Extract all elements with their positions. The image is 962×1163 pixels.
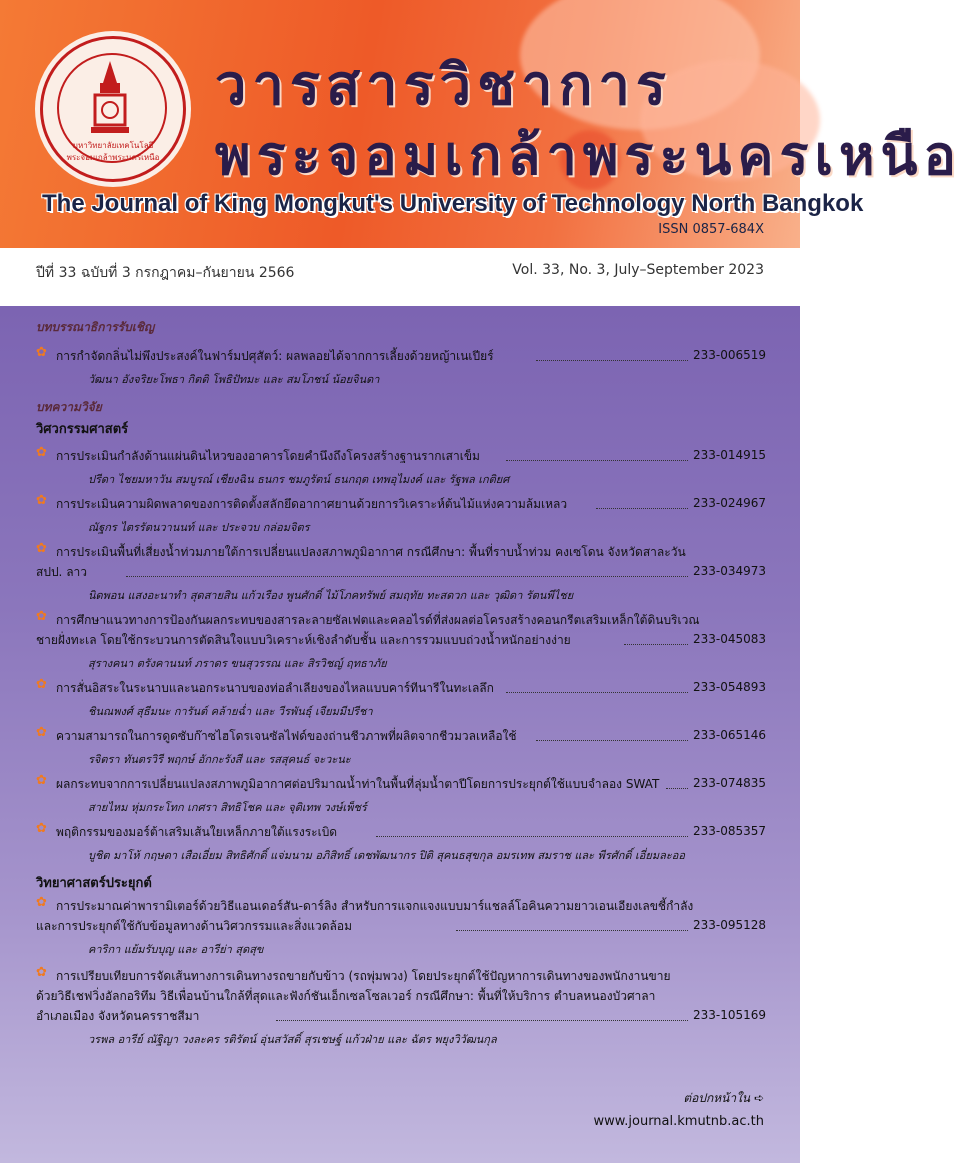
article-authors: สายไหม หุ่มกระโทก เกศรา สิทธิโชค และ จุติเทพ วงษ์เพ็ชร์ <box>88 801 367 814</box>
leader-dots <box>456 930 688 931</box>
star-icon: ✿ <box>36 541 47 556</box>
leader-dots <box>666 788 688 789</box>
article-title-cont: และการประยุกต์ใช้กับข้อมูลทางด้านวิศวกรรมและสิ่งแวดล้อม <box>36 919 352 933</box>
article-page: 233-006519 <box>692 348 766 362</box>
article-title-cont: สปป. ลาว <box>36 565 88 579</box>
article-authors: ณัฐกร ไตรรัตนวานนท์ และ ประจวบ กล่อมจิตร <box>88 521 310 534</box>
leader-dots <box>536 740 688 741</box>
leader-dots <box>536 360 688 361</box>
category-engineering: วิศวกรรมศาสตร์ <box>36 422 129 437</box>
article-page: 233-085357 <box>692 824 766 838</box>
continued-note: ต่อปกหน้าใน ➪ <box>683 1091 764 1105</box>
article-title-cont: ด้วยวิธีเชฟวิ่งอัลกอริทึม วิธีเพื่อนบ้านใกล้ที่สุดและฟังก์ชันเอ็กเซลโซลเวอร์ กรณีศึกษา: พื้นที่ให้บริการ ตำบลหนองบัวศาลา <box>36 989 656 1003</box>
category-applied-science: วิทยาศาสตร์ประยุกต์ <box>36 876 152 891</box>
article-title: การเปรียบเทียบการจัดเส้นทางการเดินทางรถขายกับข้าว (รถพุ่มพวง) โดยประยุกต์ใช้ปัญหาการเดินทางของพนักงานขาย <box>56 969 671 983</box>
star-icon: ✿ <box>36 609 47 624</box>
star-icon: ✿ <box>36 725 47 740</box>
cover-header <box>0 0 962 248</box>
article-page: 233-074835 <box>692 776 766 790</box>
leader-dots <box>376 836 688 837</box>
seal-text: พระจอมเกล้าพระนครเหนือ <box>66 153 160 162</box>
seal-text: มหาวิทยาลัยเทคโนโลยี <box>72 141 154 150</box>
article-title: การประเมินความผิดพลาดของการติดตั้งสลักยึดอากาศยานด้วยการวิเคราะห์ต้นไม้แห่งความล้มเหลว <box>56 497 568 511</box>
article-title-cont: ชายฝั่งทะเล โดยใช้กระบวนการตัดสินใจแบบวิเคราะห์เชิงลำดับชั้น และการรวมแบบถ่วงน้ำหนักอย่างง่าย <box>36 633 571 647</box>
article-page: 233-054893 <box>692 680 766 694</box>
article-title: พฤติกรรมของมอร์ต้าเสริมเส้นใยเหล็กภายใต้แรงระเบิด <box>56 825 338 839</box>
star-icon: ✿ <box>36 345 47 360</box>
article-title: การกำจัดกลิ่นไม่พึงประสงค์ในฟาร์มปศุสัตว์: ผลพลอยได้จากการเลี้ยงด้วยหญ้าเนเปียร์ <box>56 349 494 363</box>
article-page: 233-024967 <box>692 496 766 510</box>
star-icon: ✿ <box>36 445 47 460</box>
article-page: 233-095128 <box>692 918 766 932</box>
article-title-cont: อำเภอเมือง จังหวัดนครราชสีมา <box>36 1009 200 1023</box>
website-link[interactable]: www.journal.kmutnb.ac.th <box>593 1114 764 1129</box>
star-icon: ✿ <box>36 677 47 692</box>
english-title: The Journal of King Mongkut's University of Technology North Bangkok <box>42 190 864 217</box>
article-authors: วัฒนา อังจริยะโพธา กิตติ โพธิปัทมะ และ สมโภชน์ น้อยจินดา <box>88 373 380 386</box>
thai-title-line1: วารสารวิชาการ <box>215 52 672 118</box>
leader-dots <box>506 460 688 461</box>
university-seal-icon <box>40 36 186 182</box>
article-authors: วรพล อารีย์ ณัฐิญา วงละคร รติรัตน์ อุ่นสวัสดิ์ สุรเชษฐ์ แก้วฝ่าย และ ฉัตร พยุงวิวัฒนกุล <box>88 1033 497 1046</box>
article-title: ความสามารถในการดูดซับก๊าซไฮโดรเจนซัลไฟด์ของถ่านชีวภาพที่ผลิตจากชีวมวลเหลือใช้ <box>56 729 517 743</box>
section-heading-research: บทความวิจัย <box>36 400 102 414</box>
article-authors: สุรางคนา ตรังคานนท์ ภราดร ขนสุวรรณ และ สิรวิชญ์ ฤทธาภัย <box>88 657 387 670</box>
article-title: การประเมินพื้นที่เสี่ยงน้ำท่วมภายใต้การเปลี่ยนแปลงสภาพภูมิอากาศ กรณีศึกษา: พื้นที่ราบน้ำท่วม คงเซโดน จังหวัดสาละวัน <box>56 545 686 559</box>
article-title: ผลกระทบจากการเปลี่ยนแปลงสภาพภูมิอากาศต่อปริมาณน้ำท่าในพื้นที่ลุ่มน้ำตาปีโดยการประยุกต์ใช้แบบจำลอง SWAT <box>56 777 660 791</box>
article-page: 233-105169 <box>692 1008 766 1022</box>
article-title: การประมาณค่าพารามิเตอร์ด้วยวิธีแอนเดอร์สัน-ดาร์ลิง สำหรับการแจกแจงแบบมาร์แชลล์โอคินความยาวเอนเอียงเลขชี้กำลัง <box>56 899 694 913</box>
article-authors: บูชิต มาโห้ กฤษดา เสือเอี่ยม สิทธิศักดิ์ แจ่มนาม อภิสิทธิ์ เดชพัฒนากร ปิติ สุคนธสุขกุล อมรเทพ สมราช และ พีรศักดิ์ เอี่ยมละออ <box>88 849 685 862</box>
article-page: 233-014915 <box>692 448 766 462</box>
issue-thai: ปีที่ 33 ฉบับที่ 3 กรกฎาคม–กันยายน 2566 <box>36 265 295 281</box>
leader-dots <box>126 576 688 577</box>
article-authors: ชินณพงศ์ สุธีมนะ การันต์ คล้ายฉ่ำ และ วีรพันธุ์ เจียมมีปรีชา <box>88 705 373 718</box>
leader-dots <box>596 508 688 509</box>
section-heading-editorial: บทบรรณาธิการรับเชิญ <box>36 320 155 334</box>
article-authors: นิดพอน แสงอะนาทำ สุดสายสิน แก้วเรือง พูนศักดิ์ ไม้โภคทรัพย์ สมฤทัย ทะสดวก และ วุฒิดา รัตนพีไชย <box>88 589 574 602</box>
leader-dots <box>506 692 688 693</box>
star-icon: ✿ <box>36 965 47 980</box>
leader-dots <box>624 644 688 645</box>
thai-title-line2: พระจอมเกล้าพระนครเหนือ <box>215 123 962 187</box>
article-page: 233-065146 <box>692 728 766 742</box>
star-icon: ✿ <box>36 821 47 836</box>
article-title: การศึกษาแนวทางการป้องกันผลกระทบของสารละลายซัลเฟตและคลอไรด์ที่ส่งผลต่อโครงสร้างคอนกรีตเสริมเหล็กใต้ดินบริเวณ <box>56 613 700 627</box>
article-title: การประเมินกำลังด้านแผ่นดินไหวของอาคารโดยคำนึงถึงโครงสร้างฐานรากเสาเข็ม <box>56 449 480 463</box>
issue-english: Vol. 33, No. 3, July–September 2023 <box>512 262 764 278</box>
article-page: 233-034973 <box>692 564 766 578</box>
article-authors: รจิตรา ทันตรวิรี พฤกษ์ อักกะรังสี และ รสสุคนธ์ จะวะนะ <box>88 753 351 766</box>
star-icon: ✿ <box>36 773 47 788</box>
article-title: การสั่นอิสระในระนาบและนอกระนาบของท่อลำเลียงของไหลแบบคาร์ทีนารีในทะเลลึก <box>56 681 494 695</box>
issue-bar <box>0 248 800 306</box>
star-icon: ✿ <box>36 895 47 910</box>
leader-dots <box>276 1020 688 1021</box>
article-page: 233-045083 <box>692 632 766 646</box>
article-authors: คาริกา แย้มรับบุญ และ อารีย่า สุดสุข <box>88 943 264 956</box>
star-icon: ✿ <box>36 493 47 508</box>
issn: ISSN 0857-684X <box>658 222 764 237</box>
article-authors: ปรีดา ไชยมหาวัน สมบูรณ์ เชียงฉิน ธนกร ชมภูรัตน์ ธนกฤต เทพอุไมงค์ และ รัฐพล เกติยศ <box>88 473 510 486</box>
